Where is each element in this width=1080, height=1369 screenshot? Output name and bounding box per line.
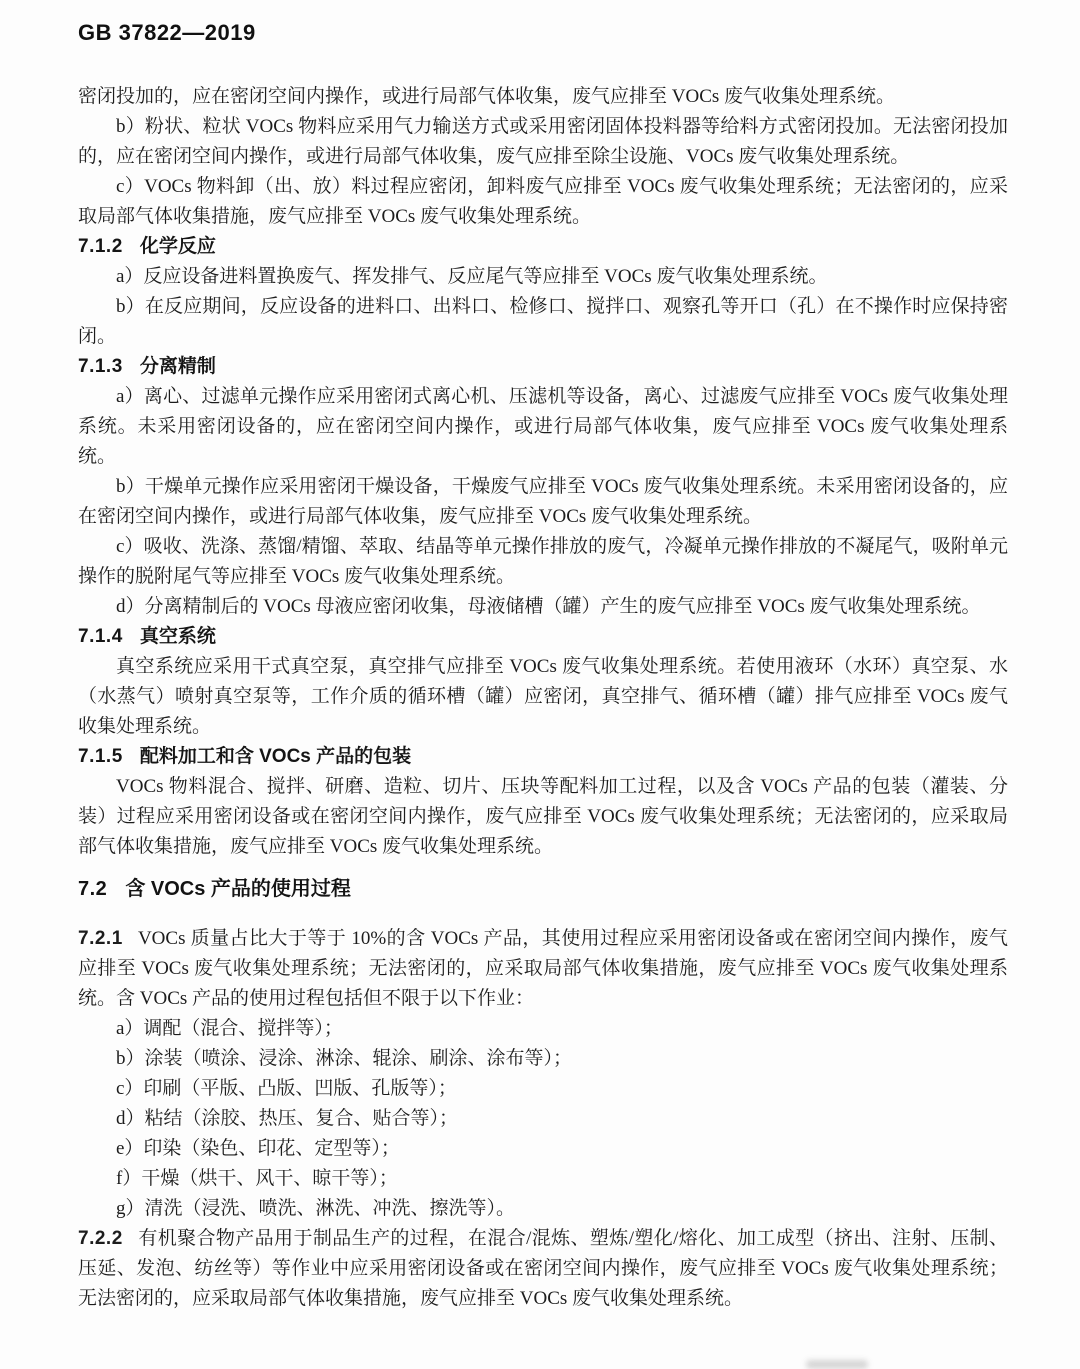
paragraph-7-1-2-b: b）在反应期间，反应设备的进料口、出料口、检修口、搅拌口、观察孔等开口（孔）在不操作时应保持密闭。: [78, 296, 1008, 347]
paragraph-7-1-3-c: c）吸收、洗涤、蒸馏/精馏、萃取、结晶等单元操作排放的废气，冷凝单元操作排放的不凝尾气，吸附单元操作的脱附尾气等应排至 VOCs 废气收集处理系统。: [78, 536, 1008, 587]
paragraph-7-1-1-b: b）粉状、粒状 VOCs 物料应采用气力输送方式或采用密闭固体投料器等给料方式密闭投加。无法密闭投加的，应在密闭空间内操作，或进行局部气体收集，废气应排至除尘设施、VOCs 废气收集处理系统。: [78, 116, 1008, 167]
clause-title: 化学反应: [139, 236, 216, 257]
scan-artifact-smudge: [806, 1360, 868, 1369]
clause-heading-7-1-3: [78, 352, 1008, 382]
paragraph-7-1-5-body: VOCs 物料混合、搅拌、研磨、造粒、切片、压块等配料加工过程，以及含 VOCs 产品的包装（灌装、分装）过程应采用密闭设备或在密闭空间内操作，废气应排至 VOCs 废气收集处理系统；无法密闭的，应采取局部气体收集措施，废气应排至 VOCs 废气收集处理系统。: [78, 776, 1008, 857]
clause-number: 7.1.2: [78, 236, 123, 257]
paragraph-7-1-3-a: a）离心、过滤单元操作应采用密闭式离心机、压滤机等设备，离心、过滤废气应排至 VOCs 废气收集处理系统。未采用密闭设备的，应在密闭空间内操作，或进行局部气体收集，废气应排至 VOCs 废气收集处理系统。: [78, 386, 1008, 467]
paragraph-7-1-1-c: c）VOCs 物料卸（出、放）料过程应密闭，卸料废气应排至 VOCs 废气收集处理系统；无法密闭的，应采取局部气体收集措施，废气应排至 VOCs 废气收集处理系统。: [78, 176, 1008, 227]
clause-heading-7-1-2: [78, 232, 1008, 262]
paragraph-7-1-3-b: b）干燥单元操作应采用密闭干燥设备，干燥废气应排至 VOCs 废气收集处理系统。未采用密闭设备的，应在密闭空间内操作，或进行局部气体收集，废气应排至 VOCs 废气收集处理系统。: [78, 476, 1008, 527]
clause-title: 配料加工和含 VOCs 产品的包装: [139, 746, 412, 767]
paragraph-number: 7.2.2: [78, 1228, 123, 1249]
paragraph-text: VOCs 质量占比大于等于 10%的含 VOCs 产品，其使用过程应采用密闭设备或在密闭空间内操作，废气应排至 VOCs 废气收集处理系统；无法密闭的，应采取局部气体收集措施，废气应排至 VOCs 废气收集处理系统。含 VOCs 产品的使用过程包括但不限于以下作业：: [78, 928, 1008, 1009]
section-number: 7.2: [78, 878, 108, 900]
paragraph-7-1-2-a: a）反应设备进料置换废气、挥发排气、反应尾气等应排至 VOCs 废气收集处理系统。: [116, 266, 828, 287]
list-item-a: a）调配（混合、搅拌等）；: [116, 1018, 343, 1039]
document-body: [78, 82, 1008, 1314]
paragraph-number: 7.2.1: [78, 928, 123, 949]
clause-heading-7-1-4: [78, 622, 1008, 652]
list-item-c: c）印刷（平版、凸版、凹版、孔版等）；: [116, 1078, 457, 1099]
list-item-g: g）清洗（浸洗、喷洗、淋洗、冲洗、擦洗等）。: [116, 1198, 516, 1219]
standard-number: GB 37822—2019: [78, 20, 256, 45]
clause-heading-7-1-5: [78, 742, 1008, 772]
paragraph-7-1-4-body: 真空系统应采用干式真空泵，真空排气应排至 VOCs 废气收集处理系统。若使用液环（水环）真空泵、水（水蒸气）喷射真空泵等，工作介质的循环槽（罐）应密闭，真空排气、循环槽（罐）排气应排至 VOCs 废气收集处理系统。: [78, 656, 1008, 737]
list-item-d: d）粘结（涂胶、热压、复合、贴合等）；: [116, 1108, 459, 1129]
clause-title: 分离精制: [139, 356, 216, 377]
clause-number: 7.1.3: [78, 356, 123, 377]
list-item-e: e）印染（染色、印花、定型等）；: [116, 1138, 400, 1159]
paragraph-text: 有机聚合物产品用于制品生产的过程，在混合/混炼、塑炼/塑化/熔化、加工成型（挤出、注射、压制、压延、发泡、纺丝等）等作业中应采用密闭设备或在密闭空间内操作，废气应排至 VOCs 废气收集处理系统；无法密闭的，应采取局部气体收集措施，废气应排至 VOCs 废气收集处理系统。: [78, 1228, 1008, 1309]
paragraph-7-1-3-d: d）分离精制后的 VOCs 母液应密闭收集，母液储槽（罐）产生的废气应排至 VOCs 废气收集处理系统。: [116, 596, 981, 617]
paragraph-continuation: 密闭投加的，应在密闭空间内操作，或进行局部气体收集，废气应排至 VOCs 废气收集处理系统。: [78, 86, 896, 107]
clause-number: 7.1.4: [78, 626, 123, 647]
clause-number: 7.1.5: [78, 746, 123, 767]
section-title: 含 VOCs 产品的使用过程: [125, 878, 351, 900]
clause-title: 真空系统: [139, 626, 216, 647]
paragraph-7-2-2: [78, 1224, 1008, 1314]
list-item-b: b）涂装（喷涂、浸涂、淋涂、辊涂、刷涂、涂布等）；: [116, 1048, 573, 1069]
section-heading-7-2: [78, 874, 1008, 904]
paragraph-7-2-1: [78, 924, 1008, 1014]
list-item-f: f）干燥（烘干、风干、晾干等）；: [116, 1168, 398, 1189]
